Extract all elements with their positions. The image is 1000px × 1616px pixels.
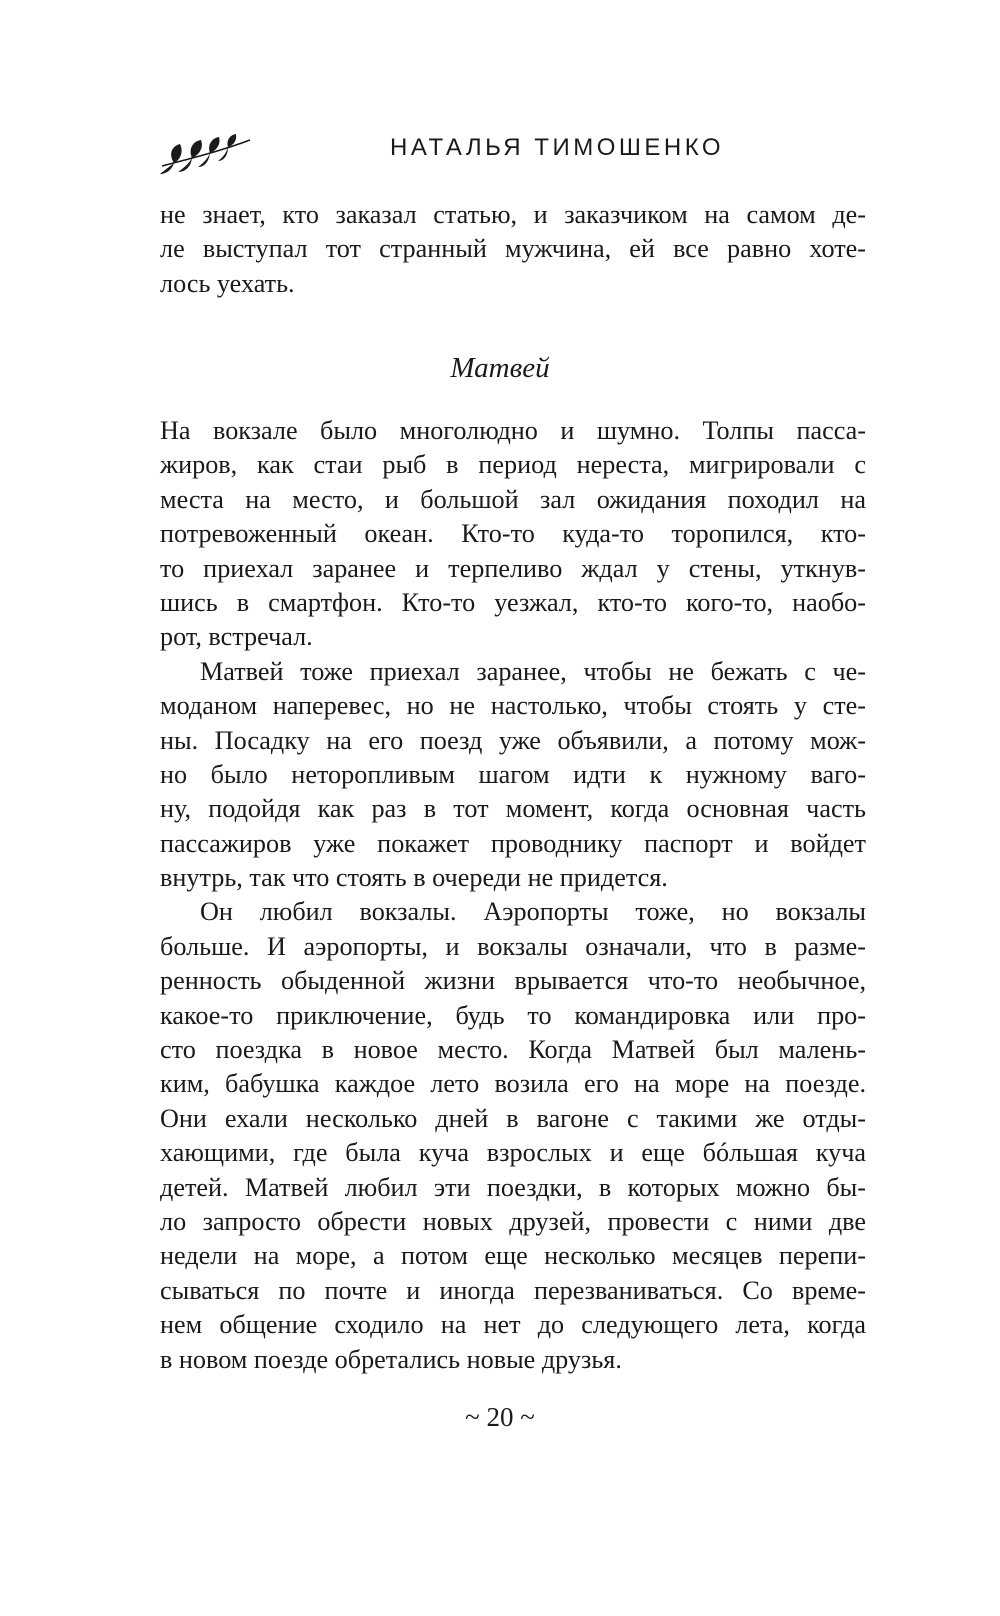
text-line: жиров, как стаи рыб в период нереста, мигрировали с xyxy=(160,450,866,480)
text-line: детей. Матвей любил эти поездки, в которых можно бы- xyxy=(160,1172,866,1202)
text-line: сываться по почте и иногда перезваниваться. Со време- xyxy=(160,1275,866,1305)
text-line: Матвей тоже приехал заранее, чтобы не бежать с че- xyxy=(200,656,866,686)
text-line: рот, встречал. xyxy=(160,622,313,652)
intro-paragraph xyxy=(160,198,866,301)
text-line: моданом наперевес, но не настолько, чтобы стоять у сте- xyxy=(160,691,866,721)
text-line: не знает, кто заказал статью, и заказчиком на самом де- xyxy=(160,200,866,229)
text-line: ло запросто обрести новых друзей, провести с ними две xyxy=(160,1206,866,1236)
text-line: больше. И аэропорты, и вокзалы означали, что в разме- xyxy=(160,931,866,961)
text-line: ну, подойдя как раз в тот момент, когда основная часть xyxy=(160,794,866,824)
page-number: ~ 20 ~ xyxy=(465,1402,535,1432)
text-line: сто поездка в новое место. Когда Матвей был малень- xyxy=(160,1035,866,1065)
text-line: хающими, где была куча взрослых и еще бóльшая куча xyxy=(160,1138,866,1168)
text-line: какое-то приключение, будь то командировка или про- xyxy=(160,1000,866,1030)
author-name: НАТАЛЬЯ ТИМОШЕНКО xyxy=(390,134,725,161)
text-line: места на место, и большой зал ожидания походил на xyxy=(160,484,866,514)
text-line: ким, бабушка каждое лето возила его на море на поезде. xyxy=(160,1069,866,1099)
body-text xyxy=(160,414,866,1377)
section-title: Матвей xyxy=(450,352,550,384)
text-line: лось уехать. xyxy=(160,268,295,298)
text-line: пассажиров уже покажет проводнику паспорт и войдет xyxy=(160,828,866,858)
text-line: в новом поезде обретались новые друзья. xyxy=(160,1344,622,1374)
text-line: ны. Посадку на его поезд уже объявили, а потому мож- xyxy=(160,725,866,755)
running-header xyxy=(158,128,858,178)
leaf-branch-icon xyxy=(158,132,254,176)
text-line: Они ехали несколько дней в вагоне с такими же отды- xyxy=(160,1103,866,1133)
text-line: ренность обыденной жизни врывается что-то необычное, xyxy=(160,966,866,996)
text-line: но было неторопливым шагом идти к нужному ваго- xyxy=(160,759,866,789)
text-line: Он любил вокзалы. Аэропорты тоже, но вокзалы xyxy=(200,897,866,927)
text-line: недели на море, а потом еще несколько месяцев перепи- xyxy=(160,1241,866,1271)
text-line: На вокзале было многолюдно и шумно. Толпы пасса- xyxy=(160,416,866,445)
text-line: потревоженный океан. Кто-то куда-то торопился, кто- xyxy=(160,519,866,549)
text-line: шись в смартфон. Кто-то уезжал, кто-то кого-то, наобо- xyxy=(160,587,866,617)
text-line: ле выступал тот странный мужчина, ей все равно хоте- xyxy=(160,234,866,264)
text-line: нем общение сходило на нет до следующего лета, когда xyxy=(160,1310,866,1340)
text-line: внутрь, так что стоять в очереди не придется. xyxy=(160,863,668,893)
text-line: то приехал заранее и терпеливо ждал у стены, уткнув- xyxy=(160,553,866,583)
